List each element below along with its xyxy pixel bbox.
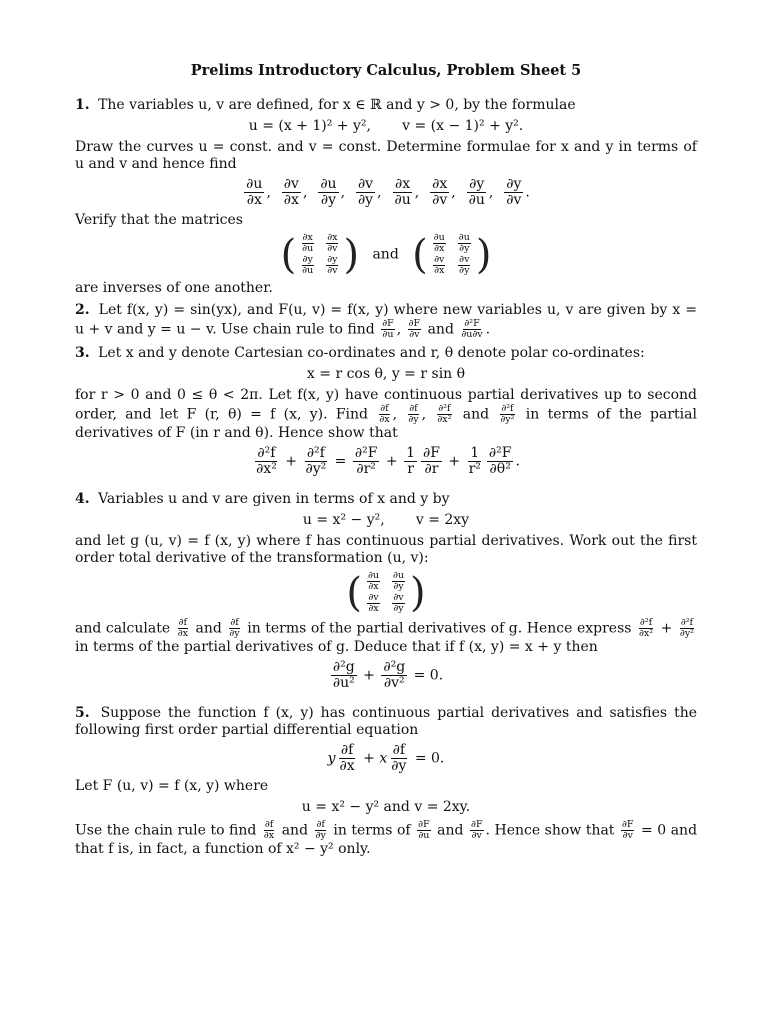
problem-3-intro: 3. Let x and y denote Cartesian co-ordinates and r, θ denote polar co-ordinates: [75,345,645,361]
problem-1-partials: $\frac{\partial u}{\partial x}$ , $\frac{\partial v}{\partial x}$ , $\frac{\partial u}{\partial y}$ , $\frac{\partial v}{\partial y}$ , $\frac{\partial x}{\partial u}$ , $\frac{\partial x}{\partial v}$ , $\frac{\partial y}{\partial u}$ , $\frac{\partial y}{\partial v}$ . [246,176,530,208]
problem-5-intro: 5. Suppose the function f (x, y) has continuous partial derivatives and satisfies the following first order partial differential equation [75,705,697,738]
problem-3-formula: x = r cos θ, y = r sin θ [306,366,466,382]
problem-2-number: 2. [75,302,90,318]
problem-1-verify: Verify that the matrices [75,212,243,228]
problem-5-formula: u = x² − y² and v = 2xy. [301,799,471,815]
jacobian-matrix: ( $\frac{\partial u}{\partial x}$ $\frac{\partial u}{\partial y}$ $\frac{\partial v}{\partial x}$ $\frac{\partial v}{\partial y}$ ) [346,569,426,616]
problem-1-draw: Draw the curves u = const. and v = const. Determine formulae for x and y in terms of u and v and hence find [75,139,697,172]
matrix-a: ( $\frac{\partial x}{\partial u}$ $\frac{\partial x}{\partial v}$ $\frac{\partial y}{\partial u}$ $\frac{\partial y}{\partial v}$ ) [280,231,360,278]
problem-4-matrix [75,571,697,614]
problem-1-number: 1. [75,97,90,113]
problem-1-inverses: are inverses of one another. [75,280,273,296]
problem-1-matrices: ( $\frac{\partial x}{\partial u}$ $\frac{\partial x}{\partial v}$ $\frac{\partial y}{\partial u}$ $\frac{\partial y}{\partial v}$ ) and ( $\frac{\partial u}{\partial x}$ $\frac{\partial u}{\partial y}$ $\frac{\partial v}{\partial x}$ $\frac{\partial v}{\partial y}$ ) [280,231,492,278]
problem-4-number: 4. [75,491,90,507]
problem-2: 2. Let f(x, y) = sin(yx), and F(u, v) = f(x, y) where new variables u, v are given by x = u + v and y = u − v. Use chain rule to find $\frac{\partial F}{\partial u}$ , $\frac{\partial F}{\partial v}$ and $\frac{\text{∂²F}}{\partial u\partial v}$ . [75,302,698,340]
page-title: Prelims Introductory Calculus, Problem Sheet 5 [190,62,582,79]
problem-5-let: Let F (u, v) = f (x, y) where [75,778,269,794]
matrix-b: ( $\frac{\partial u}{\partial x}$ $\frac{\partial u}{\partial y}$ $\frac{\partial v}{\partial x}$ $\frac{\partial v}{\partial y}$ ) [412,231,492,278]
problem-3-text: for r > 0 and 0 ≤ θ < 2π. Let f(x, y) have continuous partial derivatives up to second order, and let F (r, θ) = f (x, y). Find $\frac{\partial f}{\partial x}$ , $\frac{\partial f}{\partial y}$ , $\frac{\text{∂²f}}{\text{∂x²}}$ and $\frac{\text{∂²f}}{\text{∂y²}}$ in terms of the partial derivatives of F (in r and θ). Hence show that [75,387,697,441]
problem-4-intro: 4. Variables u and v are given in terms of x and y by [75,491,450,507]
problem-sheet [75,62,697,858]
problem-5-text: Use the chain rule to find $\frac{\partial f}{\partial x}$ and $\frac{\partial f}{\partial y}$ in terms of $\frac{\partial F}{\partial u}$ and $\frac{\partial F}{\partial v}$ . Hence show that $\frac{\partial F}{\partial v}$ = 0 and that f is, in fact, a function of x² − y² only. [75,819,698,857]
problem-1-formulae: u = (x + 1)² + y², v = (x − 1)² + y². [248,118,524,134]
problem-4-equation: $\frac{\text{∂²g}}{\text{∂u²}}$ + $\frac{\text{∂²g}}{\text{∂v²}}$ = 0. [332,659,444,691]
problem-4-text-b: and calculate $\frac{\partial f}{\partial x}$ and $\frac{\partial f}{\partial y}$ in terms of the partial derivatives of g. Hence express $\frac{\text{∂²f}}{\text{∂x²}}$ + $\frac{\text{∂²f}}{\text{∂y²}}$ in terms of the partial derivatives of g. Deduce that if f (x, y) = x + y then [75,617,694,655]
problem-3-equation: $\frac{\text{∂²f}}{\text{∂x²}}$ + $\frac{\text{∂²f}}{\text{∂y²}}$ = $\frac{\text{∂²F}}{\text{∂r²}}$ + $\frac{1}{r}$ $\frac{\partial F}{\partial r}$ + $\frac{1}{\text{r²}}$ $\frac{\text{∂²F}}{\text{∂θ²}}$ . [256,445,520,477]
problem-4-formulae: u = x² − y², v = 2xy [302,512,470,528]
problem-5-number: 5. [75,705,90,721]
problem-1-intro: 1. The variables u, v are defined, for x ∈ ℝ and y > 0, by the formulae [75,97,576,113]
problem-4-text-a: and let g (u, v) = f (x, y) where f has continuous partial derivatives. Work out the first order total derivative of the transformation (u, v): [75,533,697,566]
problem-5-equation: y $\frac{\partial f}{\partial x}$ + x $\frac{\partial f}{\partial y}$ = 0. [327,742,445,774]
problem-3-number: 3. [75,345,90,361]
